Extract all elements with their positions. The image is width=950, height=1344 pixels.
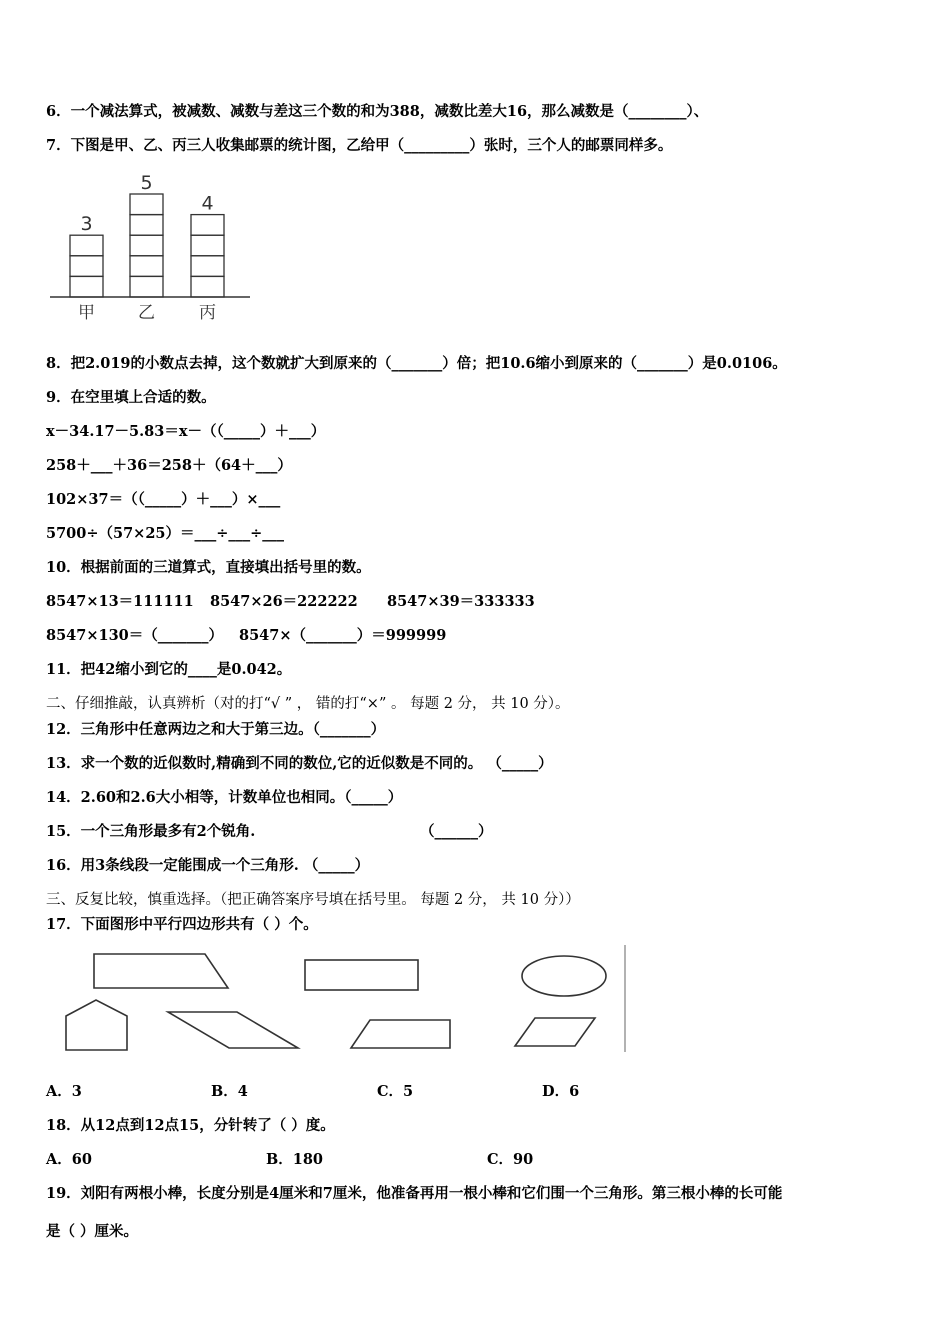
q17-option-b: B．4 [211,1083,248,1100]
q10-eq-2: 8547×26＝222222 [210,593,358,610]
q10-eq-1: 8547×13＝111111 [46,593,194,610]
q10-eq-3: 8547×39＝333333 [387,593,535,610]
q17-option-a: A．3 [46,1083,82,1100]
q18-option-b: B．180 [266,1151,324,1168]
q17-option-c: C．5 [377,1083,414,1100]
q18-option-c: C．90 [487,1151,534,1168]
bar-cell-乙 [130,235,163,256]
question-13: 13．求一个数的近似数时,精确到不同的数位,它的近似数是不同的。 （_____） [46,755,553,772]
parallelogram-shape-3 [515,1018,595,1046]
rectangle-shape [305,960,418,990]
parallelogram-shape-2 [351,1020,450,1048]
trapezoid-shape [94,954,228,988]
question-18: 18．从12点到12点15，分针转了（ ）度。 [46,1117,335,1134]
section-2-heading: 二、仔细推敲，认真辨析（对的打“√ ” ， 错的打“×” 。 每题 2 分， 共 10 分）。 [46,696,570,712]
question-11: 11．把42缩小到它的____是0.042。 [46,661,292,678]
q10-blank-2: 8547×（_______）＝999999 [239,627,447,644]
shapes-figure [40,940,640,1060]
q17-option-d: D．6 [542,1083,580,1100]
parallelogram-shape-1 [168,1012,298,1048]
section-3-heading: 三、反复比较，慎重选择。（把正确答案序号填在括号里。 每题 2 分， 共 10 分）） [46,892,580,908]
bar-cell-丙 [191,235,224,256]
bar-cell-乙 [130,276,163,297]
question-15: 15．一个三角形最多有2个锐角. [46,823,256,840]
bar-cell-乙 [130,194,163,215]
question-14: 14．2.60和2.6大小相等，计数单位也相同。（_____） [46,789,403,806]
q9-line-1: x－34.17－5.83＝x－（（_____）＋___） [46,423,326,440]
question-17: 17．下面图形中平行四边形共有（ ）个。 [46,916,318,933]
bar-cell-乙 [130,215,163,236]
bar-cell-甲 [70,276,103,297]
question-16: 16．用3条线段一定能围成一个三角形. （_____） [46,857,370,874]
bar-cell-丙 [191,215,224,236]
question-8: 8．把2.019的小数点去掉，这个数就扩大到原来的（_______）倍；把10.6缩小到原来的（_______）是0.0106。 [46,355,787,372]
q15-blank: （______） [420,823,493,840]
bar-value-label: 5 [140,172,153,194]
stamp-chart [40,168,260,328]
question-19-line-2: 是（ ）厘米。 [46,1223,139,1240]
pentagon-shape [66,1000,127,1050]
q9-line-3: 102×37＝（（_____）＋___）×___ [46,491,281,508]
q9-line-4: 5700÷（57×25）＝___÷___÷___ [46,525,285,542]
bar-category-label: 甲 [78,303,95,323]
q18-option-a: A．60 [46,1151,92,1168]
bar-category-label: 乙 [138,303,155,323]
q10-blank-1: 8547×130＝（_______） [46,627,224,644]
question-12: 12．三角形中任意两边之和大于第三边。（_______） [46,721,386,738]
ellipse-shape [522,956,606,996]
question-9: 9．在空里填上合适的数。 [46,389,216,406]
bar-cell-甲 [70,256,103,277]
q9-line-2: 258＋___＋36＝258＋（64＋___） [46,457,292,474]
bar-cell-丙 [191,256,224,277]
bar-cell-丙 [191,276,224,297]
bar-value-label: 4 [201,192,214,215]
question-19-line-1: 19．刘阳有两根小棒，长度分别是4厘米和7厘米，他准备再用一根小棒和它们围一个三角形。第三根小棒的长可能 [46,1185,783,1202]
question-7: 7．下图是甲、乙、丙三人收集邮票的统计图，乙给甲（_________）张时，三个人的邮票同样多。 [46,137,673,154]
bar-value-label: 3 [80,213,93,236]
question-10: 10．根据前面的三道算式，直接填出括号里的数。 [46,559,371,576]
bar-category-label: 丙 [199,303,216,323]
bar-cell-甲 [70,235,103,256]
bar-cell-乙 [130,256,163,277]
question-6: 6．一个减法算式，被减数、减数与差这三个数的和为388，减数比差大16，那么减数是（________）、 [46,103,709,120]
